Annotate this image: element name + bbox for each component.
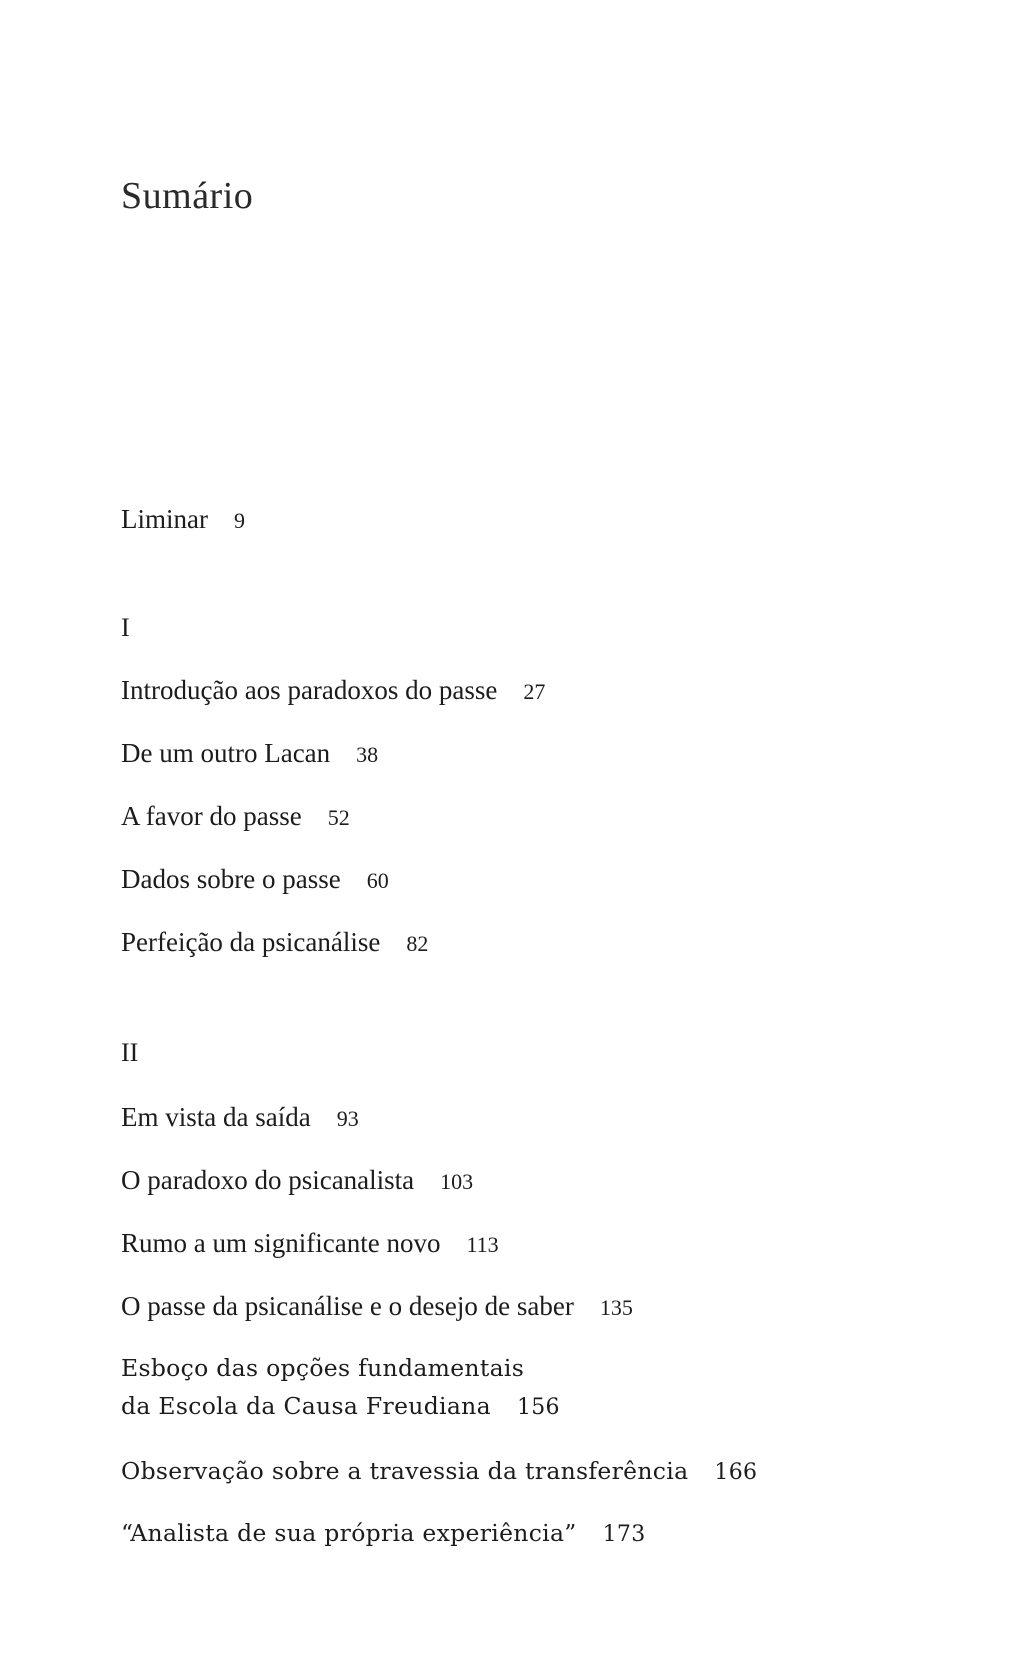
toc-entry: [121, 1224, 499, 1264]
toc-entry: [121, 923, 428, 963]
toc-entry: [121, 1161, 473, 1201]
toc-entry-label: “Analista de sua própria experiência”: [121, 1519, 577, 1547]
toc-entry: [121, 1514, 646, 1554]
toc-entry-label: O passe da psicanálise e o desejo de saber: [121, 1291, 574, 1321]
toc-entry-page: 27: [523, 679, 546, 704]
toc-entry-label: Introdução aos paradoxos do passe: [121, 675, 498, 705]
toc-entry-label: Perfeição da psicanálise: [121, 927, 381, 957]
toc-entry-label: A favor do passe: [121, 801, 302, 831]
page-title: Sumário: [121, 175, 254, 217]
toc-entry-page: 38: [356, 742, 379, 767]
toc-entry-label: De um outro Lacan: [121, 738, 331, 768]
toc-entry: [121, 1098, 359, 1138]
toc-entry: [121, 1349, 560, 1427]
toc-entry: [121, 797, 350, 837]
toc-entry-label: Rumo a um significante novo: [121, 1228, 441, 1258]
toc-entry: [121, 671, 545, 711]
toc-entry-page: 52: [327, 805, 350, 830]
toc-entry-label: Observação sobre a travessia da transferência: [121, 1457, 689, 1485]
toc-entry-label: Dados sobre o passe: [121, 864, 341, 894]
toc-entry: [121, 734, 378, 774]
toc-entry-page: 173: [602, 1522, 646, 1547]
toc-entry-page: 113: [466, 1232, 499, 1257]
toc-entry: [121, 1452, 757, 1492]
toc-entry-label: O paradoxo do psicanalista: [121, 1165, 415, 1195]
toc-entry: [121, 500, 245, 540]
toc-entry-page: 93: [336, 1106, 359, 1131]
toc-entry-page: 82: [406, 931, 429, 956]
toc-entry-label-line1: Esboço das opções fundamentais: [121, 1354, 525, 1382]
toc-entry-page: 166: [714, 1460, 758, 1485]
toc-entry: [121, 860, 389, 900]
toc-entry-page: 60: [366, 868, 389, 893]
toc-entry-page: 156: [516, 1395, 560, 1420]
toc-entry-page: 103: [440, 1169, 474, 1194]
toc-entry-label: Em vista da saída: [121, 1102, 311, 1132]
toc-entry-label-line2: da Escola da Causa Freudiana: [121, 1392, 491, 1420]
toc-entry-page: 135: [599, 1295, 633, 1320]
section-heading: II: [121, 1038, 139, 1067]
toc-entry-label: Liminar: [121, 504, 208, 534]
section-heading: I: [121, 613, 130, 642]
toc-entry: [121, 1287, 633, 1327]
toc-entry-page: 9: [233, 508, 245, 533]
